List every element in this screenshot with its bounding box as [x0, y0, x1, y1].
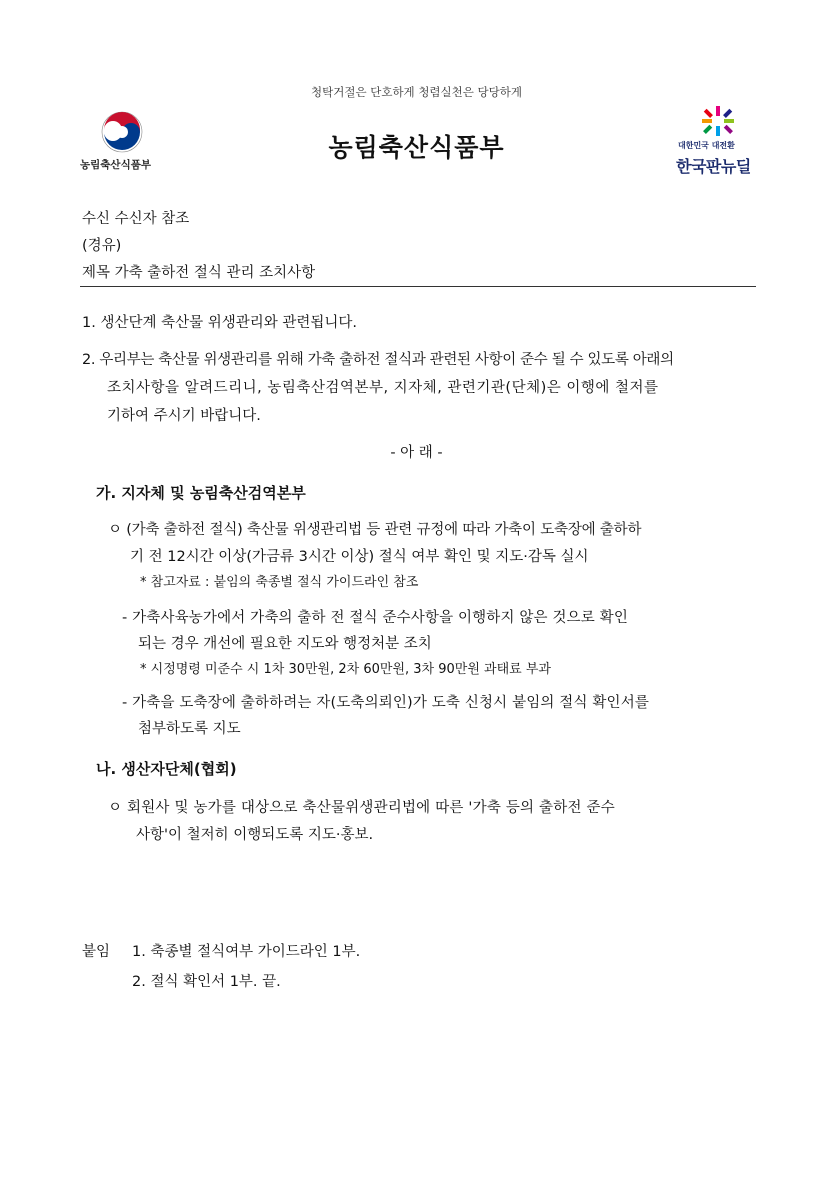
- section-b-heading: 나. 생산자단체(협회): [96, 760, 237, 778]
- newdeal-logo-text: 한국판뉴딜: [676, 157, 751, 176]
- newdeal-logo-small-text: 대한민국 대전환: [678, 141, 735, 150]
- paragraph-2-line-1: 2. 우리부는 축산물 위생관리를 위해 가축 출하전 절식과 관련된 사항이 준수 될 수 있도록 아래의: [82, 352, 674, 368]
- section-a-dash-1-line-1: - 가축사육농가에서 가축의 출하 전 절식 준수사항을 이행하지 않은 것으로 확인: [122, 610, 628, 626]
- slogan: 청탁거절은 단호하게 청렴실천은 당당하게: [311, 85, 522, 99]
- ministry-logo-caption: 농림축산식품부: [80, 159, 152, 171]
- section-a-bullet-line-2: 기 전 12시간 이상(가금류 3시간 이상) 절식 여부 확인 및 지도·감독 실시: [130, 549, 589, 565]
- subject-divider: [80, 286, 756, 287]
- paragraph-2-line-3: 기하여 주시기 바랍니다.: [107, 408, 261, 424]
- newdeal-logo: [672, 104, 764, 180]
- section-b-bullet-line-1: ㅇ 회원사 및 농가를 대상으로 축산물위생관리법에 따른 '가축 등의 출하전 준수: [108, 800, 615, 816]
- below-heading: - 아 래 -: [390, 445, 443, 461]
- section-a-note-1: * 참고자료 : 붙임의 축종별 절식 가이드라인 참조: [140, 575, 419, 590]
- subject: 제목 가축 출하전 절식 관리 조치사항: [82, 265, 316, 281]
- section-a-heading: 가. 지자체 및 농림축산검역본부: [96, 484, 306, 502]
- recipient: 수신 수신자 참조: [82, 211, 190, 227]
- attachment-item-1: 1. 축종별 절식여부 가이드라인 1부.: [132, 944, 361, 960]
- section-a-dash-1-line-2: 되는 경우 개선에 필요한 지도와 행정처분 조치: [138, 636, 432, 652]
- via: (경유): [82, 238, 122, 254]
- attachment-item-2: 2. 절식 확인서 1부. 끝.: [132, 974, 281, 990]
- newdeal-star-icon: [698, 104, 738, 140]
- section-a-note-2: * 시정명령 미준수 시 1차 30만원, 2차 60만원, 3차 90만원 과태료 부과: [140, 662, 551, 677]
- org-title: 농림축산식품부: [328, 133, 505, 162]
- paragraph-1: 1. 생산단계 축산물 위생관리와 관련됩니다.: [82, 315, 357, 331]
- section-a-dash-2-line-2: 첨부하도록 지도: [138, 721, 241, 737]
- paragraph-2-line-2: 조치사항을 알려드리니, 농림축산검역본부, 지자체, 관련기관(단체)은 이행에 철저를: [107, 380, 659, 396]
- section-a-dash-2-line-1: - 가축을 도축장에 출하하려는 자(도축의뢰인)가 도축 신청시 붙임의 절식 확인서를: [122, 695, 650, 711]
- section-a-bullet-line-1: ㅇ (가축 출하전 절식) 축산물 위생관리법 등 관련 규정에 따라 가축이 도축장에 출하하: [108, 522, 642, 538]
- attachment-label: 붙임: [82, 944, 111, 960]
- section-b-bullet-line-2: 사항'이 철저히 이행되도록 지도·홍보.: [136, 827, 374, 843]
